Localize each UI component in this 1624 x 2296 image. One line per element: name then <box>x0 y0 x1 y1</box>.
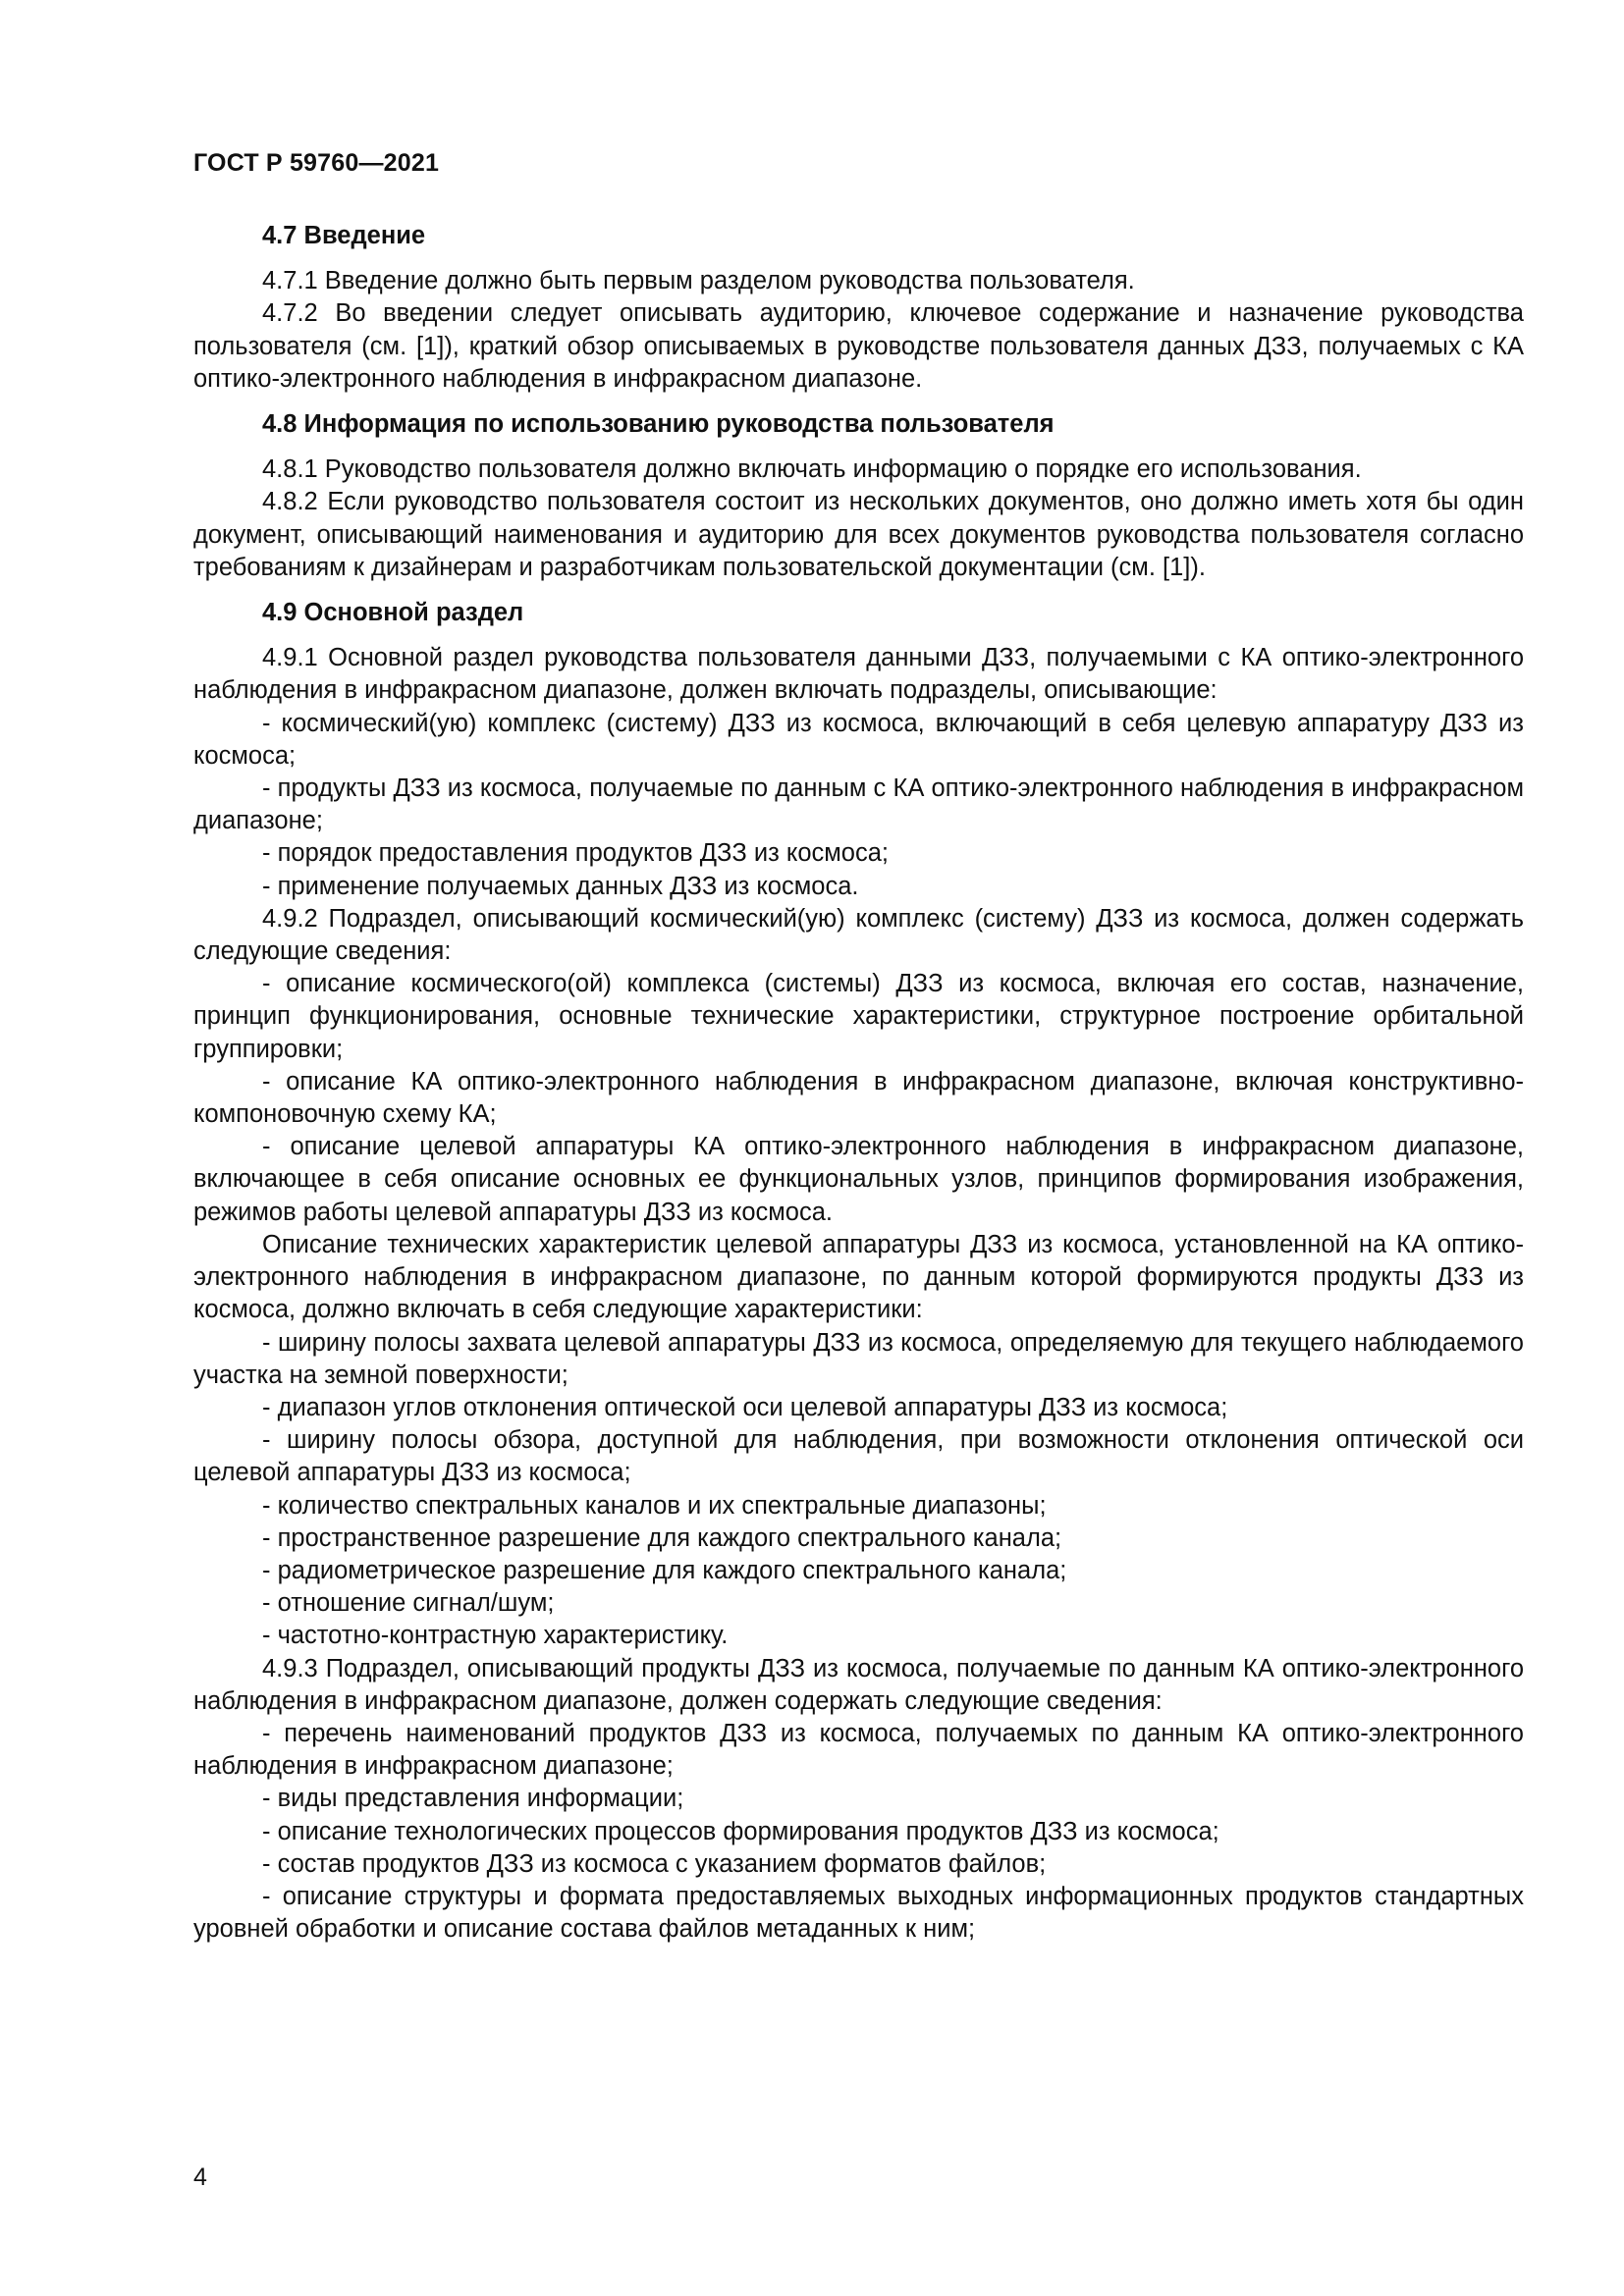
paragraph: 4.7.1 Введение должно быть первым разделом руководства пользователя. <box>262 267 1135 295</box>
list-item: - отношение сигнал/шум; <box>262 1589 555 1618</box>
paragraph: 4.8.1 Руководство пользователя должно включать информацию о порядке его использования. <box>262 455 1362 484</box>
paragraph: 4.9.2 Подраздел, описывающий космический(ую) комплекс (систему) ДЗЗ из космоса, должен содержать следующие сведения: <box>193 904 1524 966</box>
section-heading-4-9: 4.9 Основной раздел <box>262 599 524 627</box>
document-body <box>193 220 1524 1946</box>
list-item: - перечень наименований продуктов ДЗЗ из космоса, получаемых по данным КА оптико-электронного наблюдения в инфракрасном диапазоне; <box>193 1719 1524 1781</box>
list-item: - ширину полосы обзора, доступной для наблюдения, при возможности отклонения оптической оси целевой аппаратуры ДЗЗ из космоса; <box>193 1426 1524 1487</box>
list-item: - описание структуры и формата предоставляемых выходных информационных продуктов стандартных уровней обработки и описание состава файлов метаданных к ним; <box>193 1882 1524 1944</box>
paragraph: Описание технических характеристик целевой аппаратуры ДЗЗ из космоса, установленной на КА оптико-электронного наблюдения в инфракрасном диапазоне, по данным которой формируются продукты ДЗЗ из космоса, должно включать в себя следующие характеристики: <box>193 1230 1524 1324</box>
list-item: - количество спектральных каналов и их спектральные диапазоны; <box>262 1491 1047 1520</box>
list-item: - порядок предоставления продуктов ДЗЗ из космоса; <box>262 839 889 868</box>
list-item: - описание технологических процессов формирования продуктов ДЗЗ из космоса; <box>262 1817 1219 1845</box>
list-item: - пространственное разрешение для каждого спектрального канала; <box>262 1523 1062 1552</box>
section-heading-4-7: 4.7 Введение <box>262 222 426 249</box>
paragraph: 4.9.3 Подраздел, описывающий продукты ДЗЗ из космоса, получаемые по данным КА оптико-электронного наблюдения в инфракрасном диапазоне, должен содержать следующие сведения: <box>193 1654 1524 1715</box>
list-item: - продукты ДЗЗ из космоса, получаемые по данным с КА оптико-электронного наблюдения в инфракрасном диапазоне; <box>193 774 1524 835</box>
section-heading-4-8: 4.8 Информация по использованию руководства пользователя <box>262 410 1055 439</box>
list-item: - космический(ую) комплекс (систему) ДЗЗ из космоса, включающий в себя целевую аппаратуру ДЗЗ из космоса; <box>193 709 1524 770</box>
list-item: - ширину полосы захвата целевой аппаратуры ДЗЗ из космоса, определяемую для текущего наблюдаемого участка на земной поверхности; <box>193 1328 1524 1389</box>
list-item: - описание целевой аппаратуры КА оптико-электронного наблюдения в инфракрасном диапазоне, включающее в себя описание основных ее функциональных узлов, принципов формирования изображения, режимов работы целевой аппаратуры ДЗЗ из космоса. <box>193 1133 1524 1226</box>
list-item: - описание КА оптико-электронного наблюдения в инфракрасном диапазоне, включая конструктивно-компоновочную схему КА; <box>193 1067 1524 1129</box>
list-item: - радиометрическое разрешение для каждого спектрального канала; <box>262 1556 1067 1584</box>
paragraph: 4.9.1 Основной раздел руководства пользователя данными ДЗЗ, получаемыми с КА оптико-электронного наблюдения в инфракрасном диапазоне, должен включать подразделы, описывающие: <box>193 644 1524 705</box>
list-item: - применение получаемых данных ДЗЗ из космоса. <box>262 872 859 900</box>
list-item: - состав продуктов ДЗЗ из космоса с указанием форматов файлов; <box>262 1849 1047 1878</box>
page-number: 4 <box>193 2163 207 2191</box>
list-item: - виды представления информации; <box>262 1785 684 1813</box>
paragraph: 4.7.2 Во введении следует описывать аудиторию, ключевое содержание и назначение руководства пользователя (см. [1]), краткий обзор описываемых в руководстве пользователя данных ДЗЗ, получаемых с КА оптико-электронного наблюдения в инфракрасном диапазоне. <box>193 299 1524 393</box>
list-item: - диапазон углов отклонения оптической оси целевой аппаратуры ДЗЗ из космоса; <box>262 1393 1228 1421</box>
list-item: - частотно-контрастную характеристику. <box>262 1622 729 1650</box>
list-item: - описание космического(ой) комплекса (системы) ДЗЗ из космоса, включая его состав, назначение, принцип функционирования, основные технические характеристики, структурное построение орбитальной группировки; <box>193 970 1524 1063</box>
paragraph: 4.8.2 Если руководство пользователя состоит из нескольких документов, оно должно иметь хотя бы один документ, описывающий наименования и аудиторию для всех документов руководства пользователя согласно требованиям к дизайнерам и разработчикам пользовательской документации (см. [1]). <box>193 488 1524 581</box>
document-code-header: ГОСТ Р 59760—2021 <box>193 149 440 177</box>
